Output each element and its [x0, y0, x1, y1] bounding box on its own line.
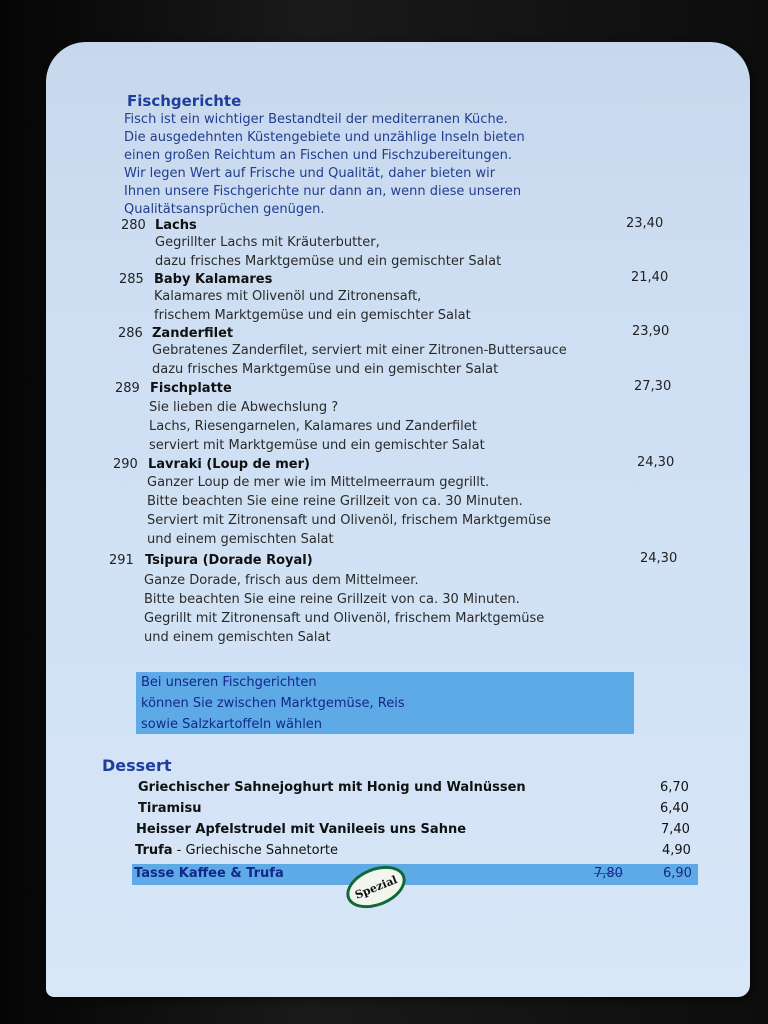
desc-line: Gebratenes Zanderfilet, serviert mit einer Zitronen-Buttersauce: [152, 343, 567, 358]
note-line: können Sie zwischen Marktgemüse, Reis: [141, 696, 405, 711]
stamp-label: Spezial: [352, 872, 400, 902]
note-line: Bei unseren Fischgerichten: [141, 675, 317, 690]
item-price: 27,30: [634, 379, 672, 394]
desc-line: Ganze Dorade, frisch aus dem Mittelmeer.: [144, 573, 419, 588]
desc-line: Bitte beachten Sie eine reine Grillzeit von ca. 30 Minuten.: [144, 592, 520, 607]
desc-line: Bitte beachten Sie eine reine Grillzeit von ca. 30 Minuten.: [147, 494, 523, 509]
desc-line: Lachs, Riesengarnelen, Kalamares und Zanderfilet: [149, 419, 477, 434]
item-name: Baby Kalamares: [154, 272, 273, 287]
special-price: 6,90: [663, 866, 692, 881]
item-number: 289: [115, 381, 140, 396]
desc-line: Ganzer Loup de mer wie im Mittelmeerraum gegrillt.: [147, 475, 490, 490]
dessert-name: Trufa: [135, 843, 173, 858]
item-number: 280: [121, 218, 146, 233]
side-dish-note: [141, 672, 405, 735]
item-price: 23,40: [626, 216, 664, 231]
intro-line: Die ausgedehnten Küstengebiete und unzählige Inseln bieten: [124, 130, 525, 145]
item-number: 285: [119, 272, 144, 287]
special-old-price: 7,80: [594, 866, 623, 881]
dessert-name: Heisser Apfelstrudel mit Vanileeis uns Sahne: [136, 822, 467, 837]
item-description: [155, 233, 501, 271]
desc-line: Gegrillt mit Zitronensaft und Olivenöl, frischem Marktgemüse: [144, 611, 545, 626]
dessert-name: Tiramisu: [138, 801, 202, 816]
item-description: [144, 571, 544, 647]
dessert-price: 4,90: [662, 843, 691, 858]
dessert-name: Griechischer Sahnejoghurt mit Honig und Walnüssen: [138, 780, 526, 795]
item-number: 291: [109, 553, 134, 568]
intro-line: Fisch ist ein wichtiger Bestandteil der mediterranen Küche.: [124, 112, 508, 127]
desc-line: Serviert mit Zitronensaft und Olivenöl, frischem Marktgemüse: [147, 513, 552, 528]
item-name: Zanderfilet: [152, 326, 234, 341]
dessert-heading: Dessert: [102, 756, 172, 775]
desc-line: frischem Marktgemüse und ein gemischter Salat: [154, 308, 471, 323]
item-name: Tsipura (Dorade Royal): [145, 553, 313, 568]
fish-heading: Fischgerichte: [127, 92, 242, 110]
item-description: [147, 473, 551, 549]
item-description: [152, 341, 567, 379]
intro-line: Wir legen Wert auf Frische und Qualität, daher bieten wir: [124, 166, 496, 181]
note-line: sowie Salzkartoffeln wählen: [141, 717, 323, 732]
special-offer-name: Tasse Kaffee & Trufa: [134, 866, 284, 881]
dessert-subtitle: - Griechische Sahnetorte: [172, 843, 339, 858]
item-description: [149, 398, 485, 455]
desc-line: dazu frisches Marktgemüse und ein gemischter Salat: [152, 362, 499, 377]
fish-intro: [124, 111, 525, 219]
dessert-price: 7,40: [661, 822, 690, 837]
intro-line: Ihnen unsere Fischgerichte nur dann an, wenn diese unseren: [124, 184, 522, 199]
intro-line: Qualitätsansprüchen genügen.: [124, 202, 325, 217]
item-price: 21,40: [631, 270, 669, 285]
desc-line: serviert mit Marktgemüse und ein gemischter Salat: [149, 438, 485, 453]
item-price: 23,90: [632, 324, 670, 339]
desc-line: und einem gemischten Salat: [147, 532, 334, 547]
item-number: 290: [113, 457, 138, 472]
item-price: 24,30: [640, 551, 678, 566]
item-name: Lachs: [155, 218, 197, 233]
item-name: Lavraki (Loup de mer): [148, 457, 310, 472]
desc-line: Kalamares mit Olivenöl und Zitronensaft,: [154, 289, 422, 304]
item-description: [154, 287, 471, 325]
desc-line: Gegrillter Lachs mit Kräuterbutter,: [155, 235, 380, 250]
desc-line: und einem gemischten Salat: [144, 630, 331, 645]
desc-line: dazu frisches Marktgemüse und ein gemischter Salat: [155, 254, 502, 269]
item-number: 286: [118, 326, 143, 341]
dessert-price: 6,70: [660, 780, 689, 795]
dessert-price: 6,40: [660, 801, 689, 816]
desc-line: Sie lieben die Abwechslung ?: [149, 400, 339, 415]
intro-line: einen großen Reichtum an Fischen und Fischzubereitungen.: [124, 148, 512, 163]
item-price: 24,30: [637, 455, 675, 470]
dessert-item-trufa: [135, 843, 338, 858]
item-name: Fischplatte: [150, 381, 232, 396]
